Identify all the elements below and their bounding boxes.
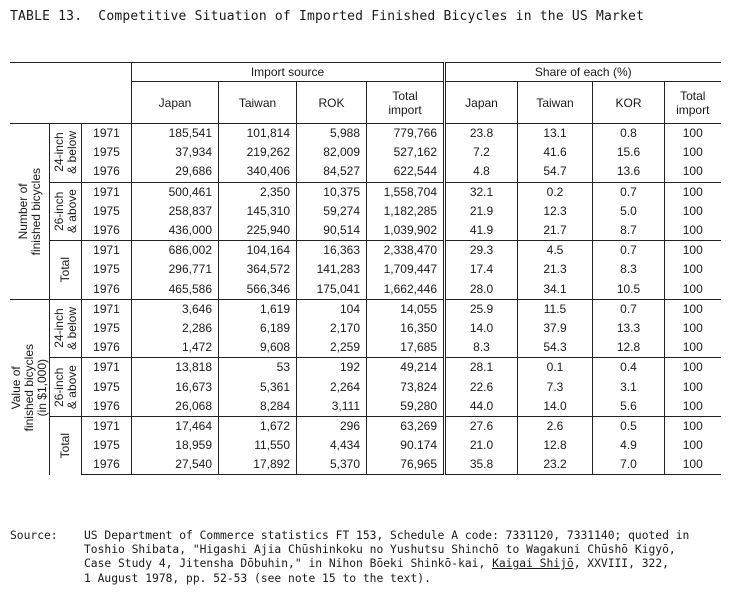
import-rok-cell: 5,988 (297, 124, 367, 144)
share-total-cell: 100 (665, 143, 721, 162)
import-rok-cell: 10,375 (297, 182, 367, 202)
share-kor-cell: 13.6 (593, 162, 665, 182)
import-total-cell: 14,055 (367, 299, 445, 319)
import-total-cell: 49,214 (367, 358, 445, 378)
import-japan-cell: 465,586 (132, 280, 219, 300)
share-total-cell: 100 (665, 280, 721, 300)
import-taiwan-cell: 104,164 (219, 241, 297, 261)
group-label-text: Total (58, 257, 72, 283)
share-kor-cell: 12.8 (593, 338, 665, 358)
import-taiwan-cell: 1,672 (219, 416, 297, 436)
table-row (10, 416, 721, 436)
year-cell: 1976 (93, 164, 120, 179)
share-kor-cell: 15.6 (593, 143, 665, 162)
table-row (10, 358, 721, 378)
import-japan-cell: 2,286 (132, 319, 219, 338)
import-rok-cell: 82,009 (297, 143, 367, 162)
share-total-cell: 100 (665, 377, 721, 396)
share-japan-cell: 35.8 (445, 455, 518, 475)
import-total-cell: 527,162 (367, 143, 445, 162)
share-taiwan-cell: 0.2 (518, 182, 593, 202)
import-taiwan-cell: 364,572 (219, 260, 297, 279)
share-japan-cell: 28.1 (445, 358, 518, 378)
year-cell: 1971 (82, 241, 132, 261)
import-japan-cell: 500,461 (132, 182, 219, 202)
share-total-cell: 100 (665, 319, 721, 338)
share-total-cell: 100 (665, 221, 721, 241)
import-taiwan-cell: 2,350 (219, 182, 297, 202)
import-japan-cell: 1,472 (132, 338, 219, 358)
share-taiwan-cell: 12.3 (518, 202, 593, 221)
import-japan-cell: 37,934 (132, 143, 219, 162)
share-kor-cell: 0.8 (593, 124, 665, 144)
share-total-cell: 100 (665, 299, 721, 319)
share-japan-cell: 17.4 (445, 260, 518, 279)
import-taiwan-cell: 340,406 (219, 162, 297, 182)
source-line-2: Toshio Shibata, "Higashi Ajia Chūshinkoku no Yushutsu Shinchō to Wagakuni Chūshō Kigyō, (84, 543, 676, 557)
import-japan-cell: 185,541 (132, 124, 219, 144)
table-row (10, 124, 721, 144)
group-label (50, 182, 82, 241)
share-japan-cell: 28.0 (445, 280, 518, 300)
year-cell: 1976 (93, 281, 120, 296)
table-row (10, 260, 721, 279)
year-cell: 1976 (93, 398, 120, 413)
share-kor-cell: 13.3 (593, 319, 665, 338)
import-rok-cell: 3,111 (297, 397, 367, 417)
table-row (10, 397, 721, 417)
import-japan-cell: 17,464 (132, 416, 219, 436)
share-kor-cell: 0.5 (593, 416, 665, 436)
table-row (10, 202, 721, 221)
share-japan-cell: 27.6 (445, 416, 518, 436)
import-taiwan-cell: 17,892 (219, 455, 297, 475)
group-label (50, 358, 82, 417)
table-row (10, 338, 721, 358)
header-share-kor: KOR (593, 82, 665, 124)
share-total-cell: 100 (665, 436, 721, 455)
share-taiwan-cell: 0.1 (518, 358, 593, 378)
header-stub-bottom (10, 82, 132, 124)
table-row (10, 162, 721, 182)
share-total-cell: 100 (665, 202, 721, 221)
share-total-cell: 100 (665, 162, 721, 182)
share-total-cell: 100 (665, 182, 721, 202)
import-total-cell: 59,280 (367, 397, 445, 417)
header-import-total: Total import (367, 82, 445, 124)
header-share-japan: Japan (445, 82, 518, 124)
year-cell: 1975 (93, 438, 120, 453)
source-line-3: Case Study 4, Jitensha Dōbuhin," in Nihon Bōeki Shinkō-kai, (84, 557, 493, 571)
share-taiwan-cell: 34.1 (518, 280, 593, 300)
share-japan-cell: 25.9 (445, 299, 518, 319)
table-row (10, 299, 721, 319)
import-total-cell: 1,709,447 (367, 260, 445, 279)
source-line-4: 1 August 1978, pp. 52-53 (see note 15 to the text). (84, 571, 431, 585)
source-journal-title: Kaigai Shijō (492, 557, 574, 571)
import-total-cell: 16,350 (367, 319, 445, 338)
share-taiwan-cell: 12.8 (518, 436, 593, 455)
year-cell: 1976 (93, 340, 120, 355)
group-label-text: 26-inch & above (51, 365, 79, 410)
share-taiwan-cell: 54.7 (518, 162, 593, 182)
share-kor-cell: 5.0 (593, 202, 665, 221)
source-label: Source: (10, 529, 58, 542)
share-japan-cell: 22.6 (445, 377, 518, 396)
share-kor-cell: 5.6 (593, 397, 665, 417)
share-taiwan-cell: 21.3 (518, 260, 593, 279)
section-label-text: Number of finished bicycles (15, 167, 43, 256)
share-kor-cell: 3.1 (593, 377, 665, 396)
header-stub-top (10, 63, 132, 82)
import-taiwan-cell: 9,608 (219, 338, 297, 358)
import-rok-cell: 175,041 (297, 280, 367, 300)
share-kor-cell: 8.7 (593, 221, 665, 241)
share-kor-cell: 0.7 (593, 299, 665, 319)
share-total-cell: 100 (665, 338, 721, 358)
table-row (10, 319, 721, 338)
import-rok-cell: 4,434 (297, 436, 367, 455)
import-taiwan-cell: 6,189 (219, 319, 297, 338)
share-japan-cell: 29.3 (445, 241, 518, 261)
import-japan-cell: 16,673 (132, 377, 219, 396)
import-taiwan-cell: 225,940 (219, 221, 297, 241)
share-taiwan-cell: 4.5 (518, 241, 593, 261)
import-taiwan-cell: 1,619 (219, 299, 297, 319)
share-japan-cell: 4.8 (445, 162, 518, 182)
share-taiwan-cell: 41.6 (518, 143, 593, 162)
share-taiwan-cell: 54.3 (518, 338, 593, 358)
group-label (50, 416, 82, 475)
import-total-cell: 1,662,446 (367, 280, 445, 300)
header-import-rok: ROK (297, 82, 367, 124)
import-total-cell: 17,685 (367, 338, 445, 358)
table-row (10, 182, 721, 202)
source-line-3-tail: , XXVIII, 322, (573, 557, 669, 571)
header-import-japan: Japan (132, 82, 219, 124)
year-cell: 1976 (93, 223, 120, 238)
import-taiwan-cell: 11,550 (219, 436, 297, 455)
share-taiwan-cell: 37.9 (518, 319, 593, 338)
group-label (50, 299, 82, 358)
import-japan-cell: 13,818 (132, 358, 219, 378)
share-kor-cell: 0.7 (593, 241, 665, 261)
import-japan-cell: 436,000 (132, 221, 219, 241)
import-rok-cell: 16,363 (297, 241, 367, 261)
import-rok-cell: 2,170 (297, 319, 367, 338)
year-cell: 1975 (93, 145, 120, 160)
share-kor-cell: 8.3 (593, 260, 665, 279)
import-taiwan-cell: 219,262 (219, 143, 297, 162)
share-taiwan-cell: 13.1 (518, 124, 593, 144)
table-row (10, 436, 721, 455)
header-share-taiwan: Taiwan (518, 82, 593, 124)
import-total-cell: 73,824 (367, 377, 445, 396)
table-row (10, 377, 721, 396)
group-label (50, 124, 82, 183)
import-japan-cell: 27,540 (132, 455, 219, 475)
import-total-cell: 76,965 (367, 455, 445, 475)
share-japan-cell: 14.0 (445, 319, 518, 338)
share-total-cell: 100 (665, 455, 721, 475)
import-taiwan-cell: 8,284 (219, 397, 297, 417)
year-cell: 1976 (82, 455, 132, 475)
import-total-cell: 622,544 (367, 162, 445, 182)
year-cell: 1971 (82, 358, 132, 378)
share-japan-cell: 23.8 (445, 124, 518, 144)
share-kor-cell: 4.9 (593, 436, 665, 455)
import-total-cell: 63,269 (367, 416, 445, 436)
year-cell: 1975 (93, 379, 120, 394)
table-row (10, 221, 721, 241)
share-taiwan-cell: 14.0 (518, 397, 593, 417)
share-total-cell: 100 (665, 397, 721, 417)
import-japan-cell: 686,002 (132, 241, 219, 261)
share-kor-cell: 7.0 (593, 455, 665, 475)
import-rok-cell: 141,283 (297, 260, 367, 279)
group-label-text: 24-inch & below (51, 131, 79, 175)
import-rok-cell: 2,259 (297, 338, 367, 358)
import-total-cell: 2,338,470 (367, 241, 445, 261)
section-label (10, 299, 50, 475)
source-line-1: US Department of Commerce statistics FT 153, Schedule A code: 7331120, 7331140; quoted in (84, 529, 690, 542)
share-kor-cell: 0.7 (593, 182, 665, 202)
share-total-cell: 100 (665, 241, 721, 261)
import-rok-cell: 192 (297, 358, 367, 378)
import-rok-cell: 5,370 (297, 455, 367, 475)
share-taiwan-cell: 23.2 (518, 455, 593, 475)
import-total-cell: 779,766 (367, 124, 445, 144)
import-total-cell: 1,558,704 (367, 182, 445, 202)
table-row (10, 280, 721, 300)
import-taiwan-cell: 145,310 (219, 202, 297, 221)
share-total-cell: 100 (665, 124, 721, 144)
year-cell: 1971 (82, 124, 132, 144)
import-rok-cell: 59,274 (297, 202, 367, 221)
share-taiwan-cell: 2.6 (518, 416, 593, 436)
group-label-text: 24-inch & below (51, 307, 79, 350)
share-japan-cell: 44.0 (445, 397, 518, 417)
share-kor-cell: 0.4 (593, 358, 665, 378)
share-taiwan-cell: 21.7 (518, 221, 593, 241)
import-japan-cell: 26,068 (132, 397, 219, 417)
header-import-source: Import source (132, 63, 445, 82)
share-total-cell: 100 (665, 260, 721, 279)
header-import-taiwan: Taiwan (219, 82, 297, 124)
import-japan-cell: 29,686 (132, 162, 219, 182)
share-kor-cell: 10.5 (593, 280, 665, 300)
import-taiwan-cell: 53 (219, 358, 297, 378)
year-cell: 1975 (93, 262, 120, 277)
import-rok-cell: 296 (297, 416, 367, 436)
import-taiwan-cell: 5,361 (219, 377, 297, 396)
share-japan-cell: 8.3 (445, 338, 518, 358)
share-taiwan-cell: 7.3 (518, 377, 593, 396)
year-cell: 1975 (93, 203, 120, 218)
year-cell: 1971 (82, 416, 132, 436)
source-text (84, 529, 689, 586)
import-japan-cell: 258,837 (132, 202, 219, 221)
import-total-cell: 90.174 (367, 436, 445, 455)
year-cell: 1975 (93, 320, 120, 335)
share-japan-cell: 32.1 (445, 182, 518, 202)
group-label-text: 26-inch & above (51, 189, 79, 234)
share-japan-cell: 21.9 (445, 202, 518, 221)
import-japan-cell: 3,646 (132, 299, 219, 319)
import-rok-cell: 2,264 (297, 377, 367, 396)
section-label-text: Value of finished bicycles (in $1,000) (9, 343, 49, 431)
group-label-text: Total (58, 433, 72, 459)
group-label (50, 241, 82, 300)
share-total-cell: 100 (665, 416, 721, 436)
import-japan-cell: 18,959 (132, 436, 219, 455)
import-total-cell: 1,182,285 (367, 202, 445, 221)
table-title: TABLE 13. Competitive Situation of Imported Finished Bicycles in the US Market (10, 9, 645, 24)
data-table (10, 62, 721, 475)
import-rok-cell: 90,514 (297, 221, 367, 241)
section-label (10, 124, 50, 300)
import-rok-cell: 84,527 (297, 162, 367, 182)
import-taiwan-cell: 566,346 (219, 280, 297, 300)
import-rok-cell: 104 (297, 299, 367, 319)
share-japan-cell: 21.0 (445, 436, 518, 455)
share-taiwan-cell: 11.5 (518, 299, 593, 319)
share-japan-cell: 7.2 (445, 143, 518, 162)
share-japan-cell: 41.9 (445, 221, 518, 241)
table-row (10, 455, 721, 475)
import-total-cell: 1,039,902 (367, 221, 445, 241)
import-japan-cell: 296,771 (132, 260, 219, 279)
year-cell: 1971 (82, 299, 132, 319)
import-taiwan-cell: 101,814 (219, 124, 297, 144)
table-row (10, 143, 721, 162)
year-cell: 1971 (82, 182, 132, 202)
header-share-of-each: Share of each (%) (445, 63, 721, 82)
header-share-total: Total import (665, 82, 721, 124)
table-row (10, 241, 721, 261)
share-total-cell: 100 (665, 358, 721, 378)
